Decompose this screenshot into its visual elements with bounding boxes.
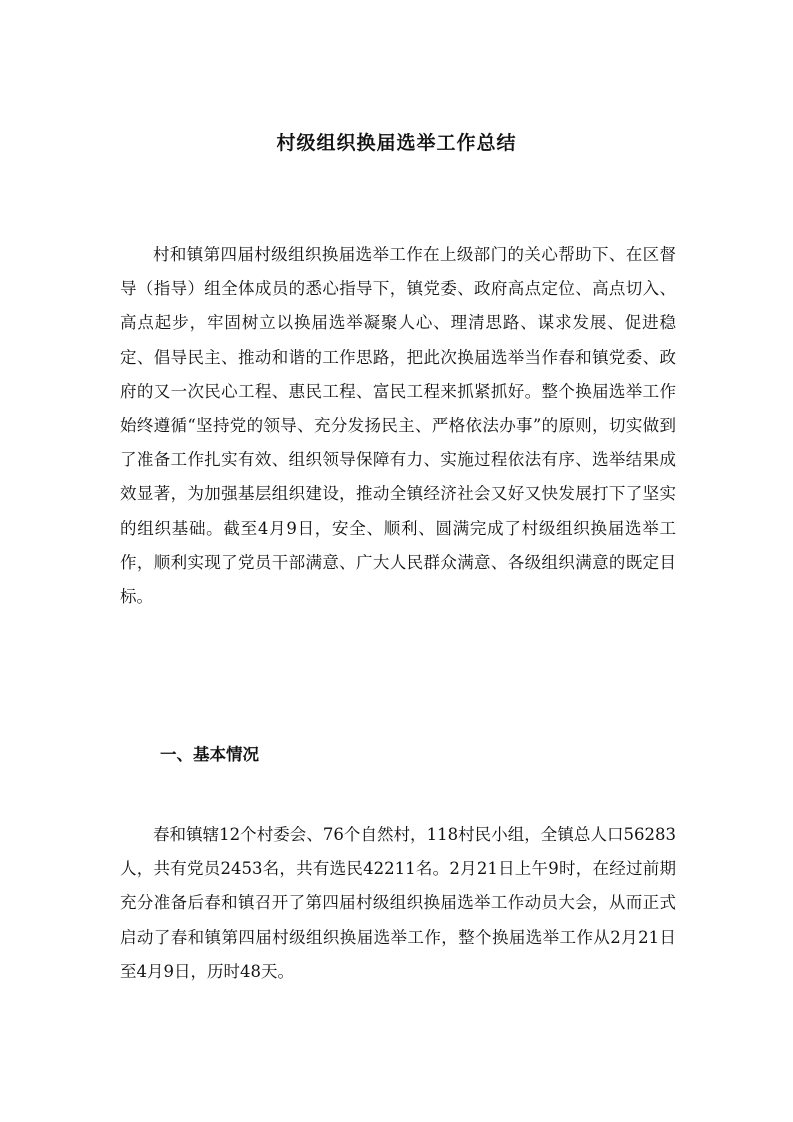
intro-paragraph: 村和镇第四届村级组织换届选举工作在上级部门的关心帮助下、在区督导（指导）组全体成员的悉心指导下，镇党委、政府高点定位、高点切入、高点起步，牢固树立以换届选举凝聚人心、理清思路、谋求发展、促进稳定、倡导民主、推动和谐的工作思路，把此次换届选举当作春和镇党委、政府的又一次民心工程、惠民工程、富民工程来抓紧抓好。整个换届选举工作始终遵循“坚持党的领导、充分发扬民主、严格依法办事”的原则，切实做到了准备工作扎实有效、组织领导保障有力、实施过程依法有序、选举结果成效显著，为加强基层组织建设，推动全镇经济社会又好又快发展打下了坚实的组织基础。截至4月9日，安全、顺利、圆满完成了村级组织换届选举工作，顺利实现了党员干部满意、广大人民群众满意、各级组织满意的既定目标。 (120, 245, 676, 607)
basic-situation-paragraph: 春和镇辖12个村委会、76个自然村，118村民小组，全镇总人口56283人，共有党员2453名，共有选民42211名。2月21日上午9时，在经过前期充分准备后春和镇召开了第四届村级组织换届选举工作动员大会，从而正式启动了春和镇第四届村级组织换届选举工作，整个换届选举工作从2月21日至4月9日，历时48天。 (120, 825, 676, 981)
document-title: 村级组织换届选举工作总结 (276, 132, 517, 154)
section-heading-basic-situation: 一、基本情况 (160, 745, 259, 764)
